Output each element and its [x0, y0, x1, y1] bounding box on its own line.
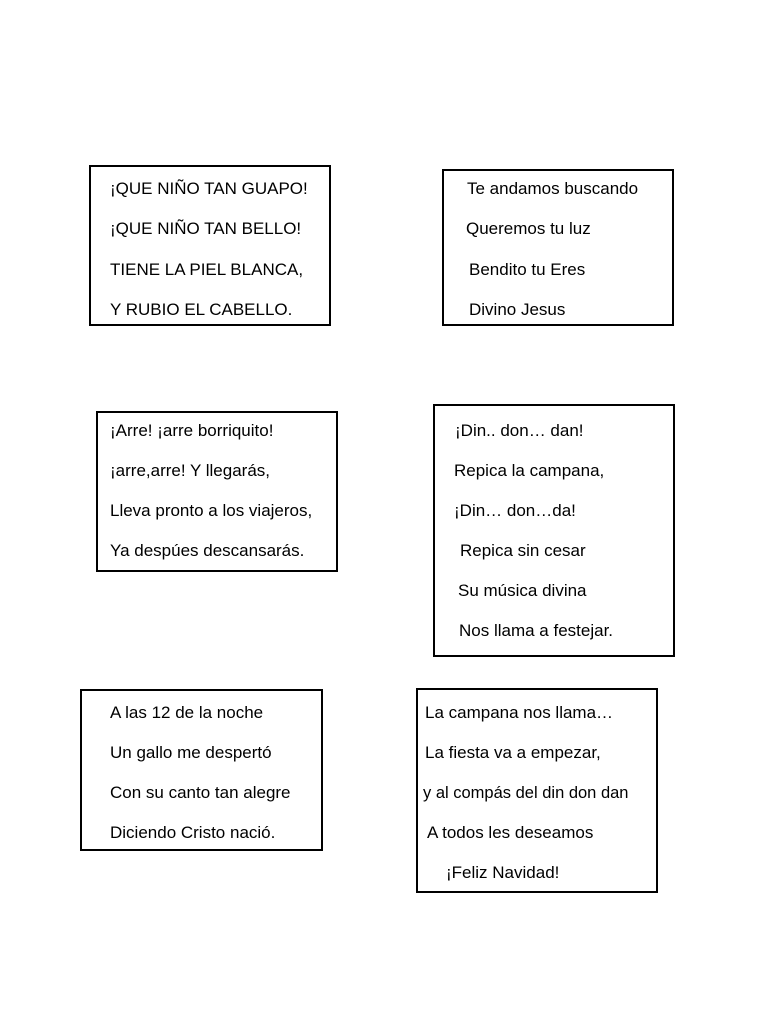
verse-line: A las 12 de la noche — [110, 703, 264, 722]
verse-box-campana — [433, 404, 675, 657]
verse-line: TIENE LA PIEL BLANCA, — [110, 260, 304, 279]
verse-line: A todos les deseamos — [427, 823, 594, 842]
verse-line: Repica sin cesar — [460, 541, 586, 560]
verse-line: La campana nos llama… — [425, 703, 614, 722]
verse-line: ¡Din… don…da! — [454, 501, 576, 520]
verse-line: ¡Din.. don… dan! — [455, 421, 584, 440]
verse-line: y al compás del din don dan — [423, 784, 629, 802]
verse-line: Su música divina — [458, 581, 587, 600]
verse-line: ¡QUE NIÑO TAN GUAPO! — [110, 179, 308, 198]
verse-line: ¡Arre! ¡arre borriquito! — [110, 421, 274, 440]
verse-line: Ya despúes descansarás. — [110, 541, 305, 560]
verse-line: Un gallo me despertó — [110, 743, 272, 762]
verse-line: Diciendo Cristo nació. — [110, 823, 276, 842]
verse-line: La fiesta va a empezar, — [425, 743, 601, 762]
verse-line: Y RUBIO EL CABELLO. — [110, 300, 293, 319]
verse-line: Repica la campana, — [454, 461, 605, 480]
verse-line: Divino Jesus — [469, 300, 566, 319]
verse-line: Queremos tu luz — [466, 219, 591, 238]
verse-line: Nos llama a festejar. — [459, 621, 614, 640]
verse-line-greeting: ¡Feliz Navidad! — [446, 863, 560, 882]
verse-line: Lleva pronto a los viajeros, — [110, 501, 313, 520]
verse-line: ¡arre,arre! Y llegarás, — [110, 461, 270, 480]
verse-line: Con su canto tan alegre — [110, 783, 291, 802]
verse-line: Bendito tu Eres — [469, 260, 586, 279]
verse-line: Te andamos buscando — [467, 179, 639, 198]
verse-line: ¡QUE NIÑO TAN BELLO! — [110, 219, 302, 238]
